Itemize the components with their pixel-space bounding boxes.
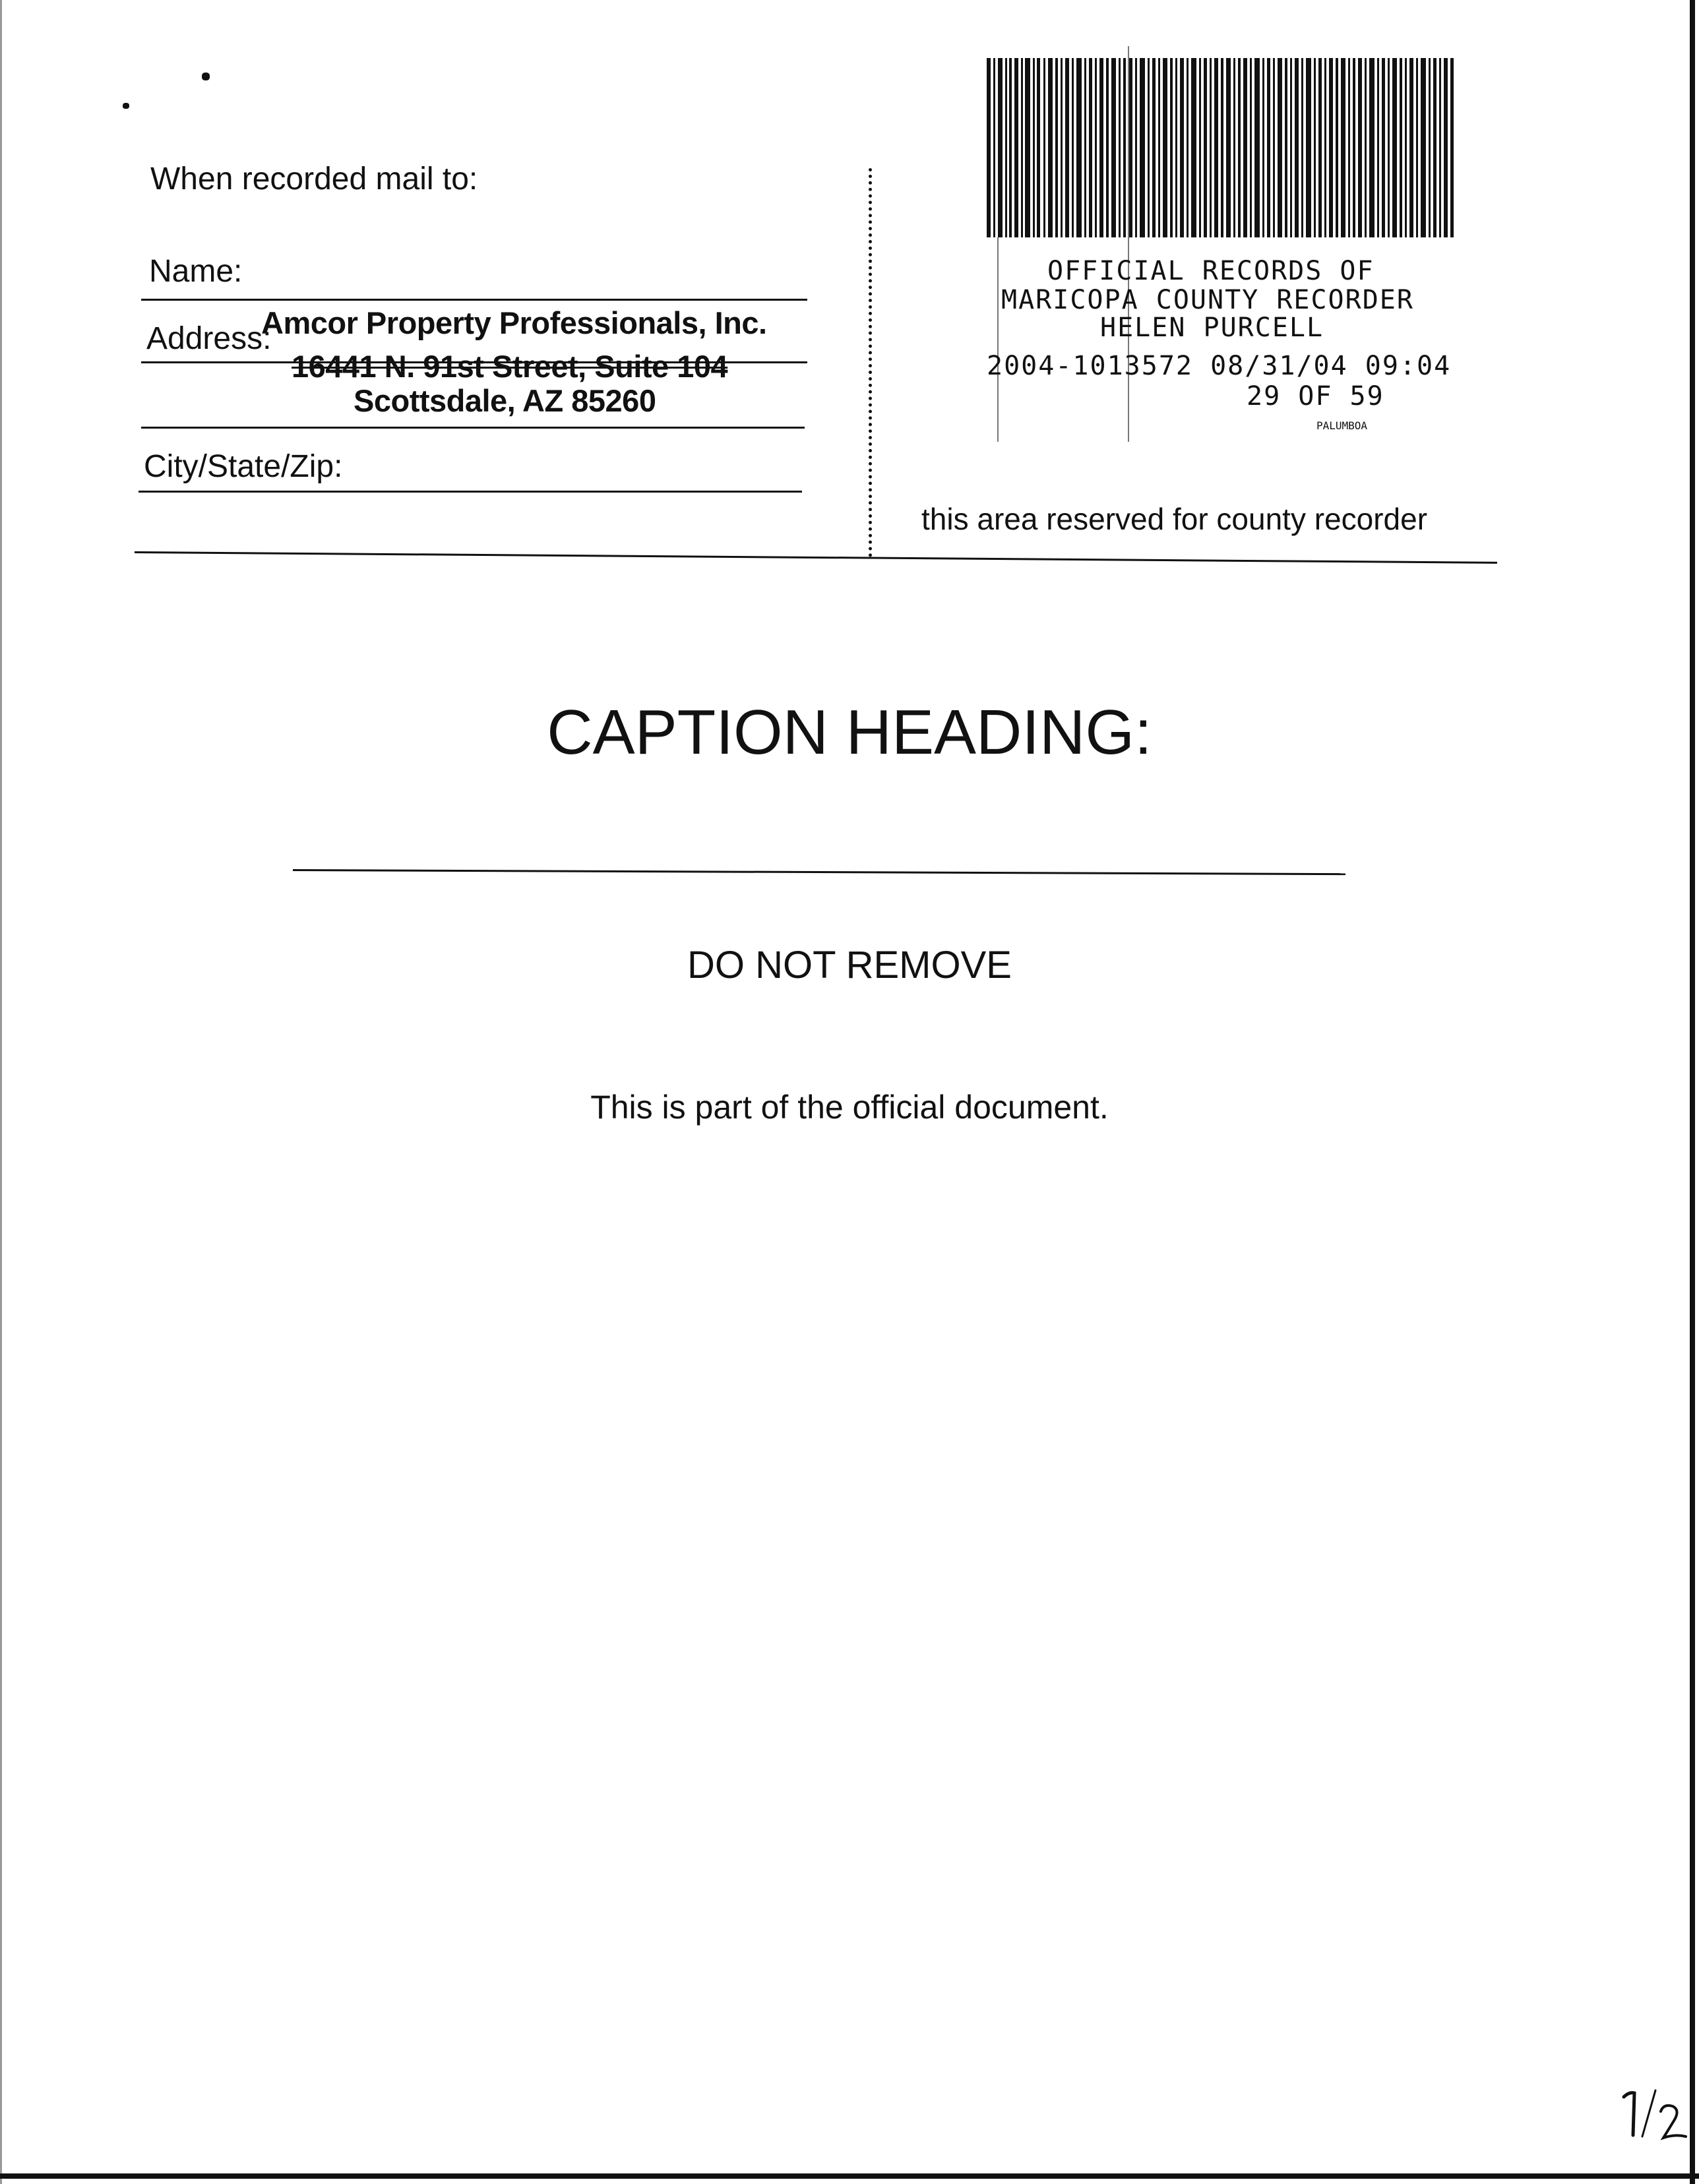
clerk-id: PALUMBOA <box>1316 419 1368 432</box>
document-barcode <box>987 58 1454 237</box>
recorder-name: HELEN PURCELL <box>1100 313 1324 343</box>
registration-line <box>1128 46 1129 442</box>
recorder-county: MARICOPA COUNTY RECORDER <box>1001 285 1414 315</box>
handwritten-page-mark <box>1617 2077 1690 2143</box>
recording-number-datetime: 2004-1013572 08/31/04 09:04 <box>987 351 1452 381</box>
recorder-title: OFFICIAL RECORDS OF <box>1047 256 1375 286</box>
city-line <box>139 491 802 493</box>
address-label: Address: <box>146 321 272 356</box>
stamp-city: Scottsdale, AZ 85260 <box>354 383 656 418</box>
stamp-street: 16441 N. 91st Street, Suite 104 <box>292 349 728 384</box>
registration-line <box>997 237 999 442</box>
name-label: Name: <box>149 254 243 289</box>
scan-speck <box>202 73 210 80</box>
dotted-divider <box>869 168 872 557</box>
caption-heading: CAPTION HEADING: <box>547 697 1152 768</box>
caption-underline <box>293 869 1345 875</box>
mail-to-heading: When recorded mail to: <box>150 162 478 197</box>
do-not-remove-notice: DO NOT REMOVE <box>687 944 1012 986</box>
official-document-note: This is part of the official document. <box>590 1089 1109 1126</box>
scan-speck <box>123 103 129 109</box>
header-divider-line <box>135 551 1497 564</box>
recorder-reserved-note: this area reserved for county recorder <box>921 502 1428 536</box>
stamp-company: Amcor Property Professionals, Inc. <box>261 305 767 340</box>
name-line <box>141 299 807 301</box>
address-line-2 <box>141 427 805 429</box>
page-count: 29 OF 59 <box>1247 381 1384 411</box>
page-edge-bottom <box>0 2173 1699 2179</box>
city-state-zip-label: City/State/Zip: <box>144 449 343 484</box>
